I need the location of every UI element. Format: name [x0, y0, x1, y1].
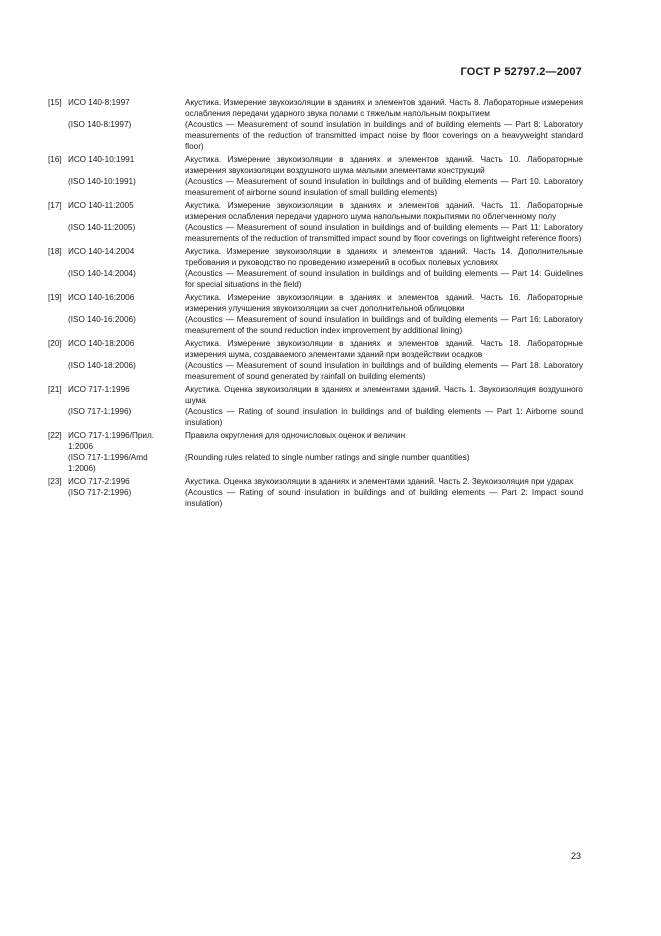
- reference-code: (ISO 140-8:1997): [68, 120, 132, 129]
- reference-code: (ISO 717-1:1996): [68, 407, 132, 416]
- reference-code: (ISO 140-18:2006): [68, 361, 136, 370]
- reference-number: [17]: [48, 201, 62, 210]
- reference-description: Акустика. Измерение звукоизоляции в зданиях и элементов зданий. Часть 11. Лабораторные измерения ослабления передачи ударного шума напольными покрытиями по облегченному полу: [185, 201, 583, 221]
- reference-description: (Acoustics — Measurement of sound insulation in buildings and of building elements — Part 10. Laboratory measurement of airborne sound insulation of small building elements): [185, 177, 583, 197]
- reference-entry: [48, 119, 583, 152]
- reference-entry: [48, 338, 583, 360]
- reference-code: (ISO 717-2:1996): [68, 488, 132, 497]
- reference-number: [48, 452, 68, 474]
- reference-entry: [48, 487, 583, 509]
- reference-description: (Acoustics — Rating of sound insulation in buildings and of building elements — Part 1: Airborne sound insulation): [185, 407, 583, 427]
- reference-entry: [48, 176, 583, 198]
- reference-number: [15]: [48, 98, 62, 107]
- reference-entry: [48, 246, 583, 268]
- reference-entry: [48, 384, 583, 406]
- reference-code: (ISO 717-1:1996/Amd 1:2006): [68, 453, 148, 473]
- reference-entry: [48, 268, 583, 290]
- bibliography-list: [48, 97, 583, 511]
- reference-description: Акустика. Измерение звукоизоляции в зданиях и элементов зданий. Часть 10. Лабораторные измерения звукоизоляции воздушного шума малыми элементами конструкций: [185, 155, 583, 175]
- reference-number: [21]: [48, 385, 62, 394]
- reference-code: ИСО 140-14:2004: [68, 247, 135, 256]
- reference-number: [48, 487, 68, 509]
- reference-number: [48, 314, 68, 336]
- reference-code: ИСО 140-18:2006: [68, 339, 135, 348]
- reference-code: ИСО 140-8:1997: [68, 98, 130, 107]
- reference-code: (ISO 140-11:2005): [68, 223, 136, 232]
- reference-entry: [48, 222, 583, 244]
- reference-number: [19]: [48, 293, 62, 302]
- reference-description: (Acoustics — Rating of sound insulation in buildings and of building elements — Part 2: Impact sound insulation): [185, 488, 583, 508]
- reference-number: [48, 268, 68, 290]
- reference-code: ИСО 717-1:1996: [68, 385, 130, 394]
- reference-code: ИСО 717-1:1996/Прил. 1:2006: [68, 431, 155, 451]
- reference-description: Акустика. Измерение звукоизоляции в зданиях и элементов зданий. Часть 8. Лабораторные измерения ослабления передачи ударного звука полами с тяжелым напольным покрытием: [185, 98, 583, 118]
- reference-code: ИСО 717-2:1996: [68, 477, 130, 486]
- reference-code: (ISO 140-10:1991): [68, 177, 136, 186]
- reference-entry: [48, 97, 583, 119]
- reference-code: ИСО 140-11:2005: [68, 201, 134, 210]
- reference-description: Акустика. Оценка звукоизоляции в зданиях и элементами зданий. Часть 2. Звукоизоляция при ударах: [185, 477, 574, 486]
- reference-description: Акустика. Измерение звукоизоляции в зданиях и элементов зданий. Часть 18. Лабораторные измерения шума, создаваемого элементами зданий при воздействии осадков: [185, 339, 583, 359]
- reference-description: Акустика. Измерение звукоизоляции в зданиях и элементов зданий. Часть 16. Лабораторные измерения улучшения звукоизоляции за счет дополнительной облицовки: [185, 293, 583, 313]
- reference-entry: [48, 452, 583, 474]
- reference-description: (Rounding rules related to single number ratings and single number quantities): [185, 453, 470, 462]
- reference-description: Акустика. Измерение звукоизоляции в зданиях и элементов зданий. Часть 14. Дополнительные требования и руководство по проведению измерений в особых полевых условиях: [185, 247, 583, 267]
- reference-description: (Acoustics — Measurement of sound insulation in buildings and of building elements — Part 16: Laboratory measurement of the sound reduction index improvement by additional lining): [185, 315, 583, 335]
- reference-number: [16]: [48, 155, 62, 164]
- reference-description: (Acoustics — Measurement of sound insulation in buildings and of building elements — Part 14: Guidelines for special situations in the field): [185, 269, 583, 289]
- reference-number: [48, 119, 68, 152]
- reference-number: [48, 406, 68, 428]
- reference-description: (Acoustics — Measurement of sound insulation in buildings and of building elements — Part 18. Laboratory measurement of sound generated by rainfall on building elements): [185, 361, 583, 381]
- reference-entry: [48, 154, 583, 176]
- reference-code: ИСО 140-16:2006: [68, 293, 135, 302]
- reference-description: Акустика. Оценка звукоизоляции в зданиях и элементами зданий. Часть 1. Звукоизоляция воздушного шума: [185, 385, 583, 405]
- reference-entry: [48, 476, 583, 487]
- reference-entry: [48, 360, 583, 382]
- page-number: 23: [570, 851, 581, 861]
- reference-number: [18]: [48, 247, 62, 256]
- reference-description: (Acoustics — Measurement of sound insulation in buildings and of building elements — Part 8: Laboratory measurements of the reduction of transmitted impact noise by floor coverings on a heavyweight standard floor): [185, 120, 583, 151]
- reference-code: (ISO 140-14:2004): [68, 269, 136, 278]
- reference-description: Правила округления для одночисловых оценок и величин: [185, 431, 406, 440]
- reference-code: ИСО 140-10:1991: [68, 155, 135, 164]
- document-header: ГОСТ Р 52797.2—2007: [460, 66, 582, 78]
- reference-description: (Acoustics — Measurement of sound insulation in buildings and of building elements — Part 11: Laboratory measurements of the reduction of transmitted impact sound by floor coverings on lightweight reference floors): [185, 223, 583, 243]
- reference-number: [48, 360, 68, 382]
- reference-number: [48, 222, 68, 244]
- reference-number: [20]: [48, 339, 62, 348]
- reference-entry: [48, 314, 583, 336]
- reference-entry: [48, 406, 583, 428]
- reference-code: (ISO 140-16:2006): [68, 315, 136, 324]
- reference-entry: [48, 200, 583, 222]
- reference-entry: [48, 292, 583, 314]
- reference-number: [23]: [48, 477, 62, 486]
- reference-number: [22]: [48, 431, 62, 440]
- reference-number: [48, 176, 68, 198]
- reference-entry: [48, 430, 583, 452]
